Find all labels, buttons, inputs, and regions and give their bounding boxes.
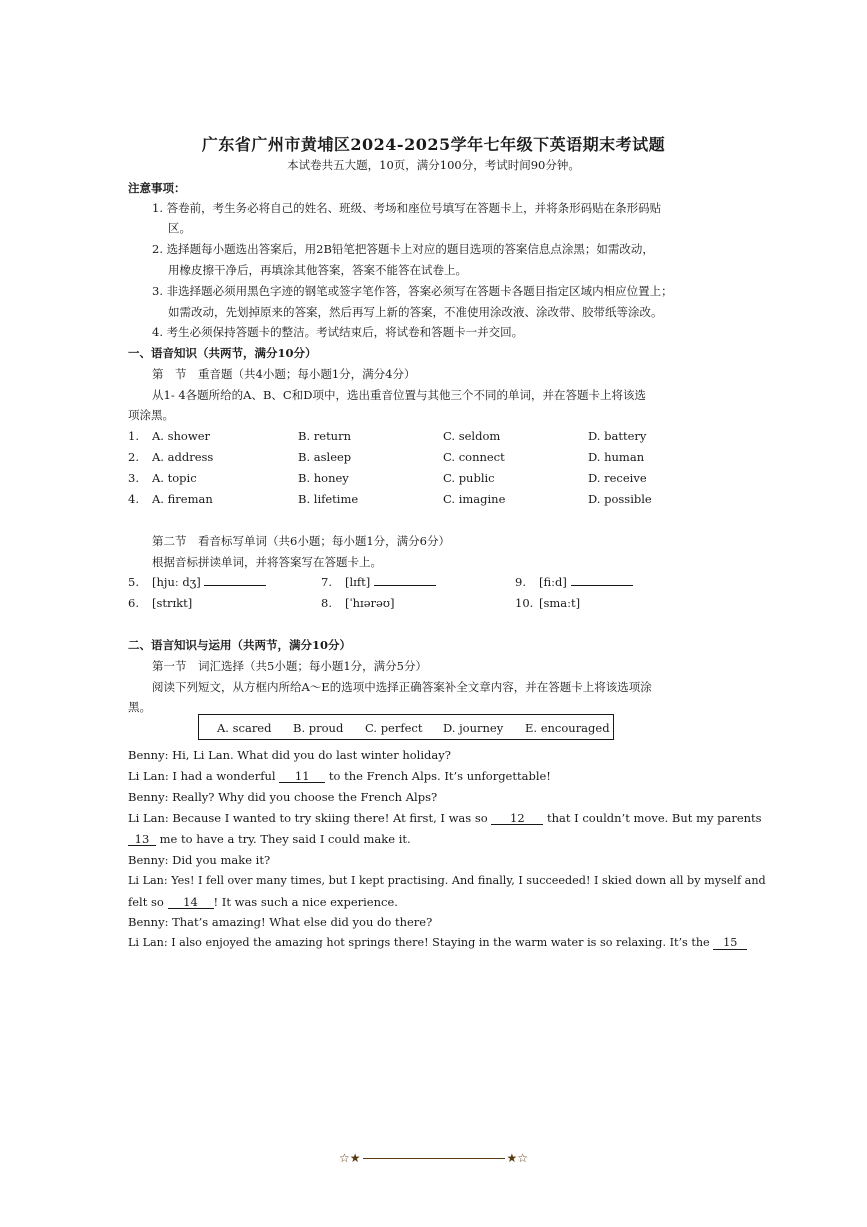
option-c: C. public [443,471,495,485]
answer-blank[interactable] [571,585,633,586]
option-b: B. honey [298,471,349,485]
phonetic-symbol: [fiːd] [539,575,567,589]
dialogue-text: ! It was such a nice experience. [213,895,398,909]
word-option: B. proud [293,721,344,735]
dialogue-line [128,832,411,846]
dialogue-line [128,811,762,825]
star-icon: ★☆ [506,1151,529,1165]
part2-section1-instruction: 黑。 [128,700,151,714]
option-a: A. shower [152,429,210,443]
part1-section2-instruction: 根据音标拼读单词，并将答案写在答题卡上。 [152,555,382,569]
phonetic-row [128,596,728,612]
option-c: C. imagine [443,492,506,506]
question-number: 3. [128,471,139,485]
part1-section1-instruction: 项涂黑。 [128,408,174,422]
option-a: A. fireman [152,492,213,506]
footer-rule [363,1158,505,1159]
phonetic-symbol: [smaːt] [539,596,581,610]
dialogue-text: that I couldn’t move. But my parents [543,811,762,825]
dialogue-text: felt so [128,895,168,909]
phonetic-row [128,575,728,591]
dialogue-line [128,895,398,909]
notice-item: 4. 考生必须保持答题卡的整洁。考试结束后，将试卷和答题卡一并交回。 [152,325,524,339]
dialogue-line [128,769,551,783]
question-number: 10. [515,596,534,610]
phonetic-item [152,575,266,589]
notice-item: 区。 [168,221,191,235]
answer-blank[interactable]: 13 [128,833,156,846]
part2-section1-title: 第一节 词汇选择（共5小题；每小题1分，满分5分） [152,659,427,673]
answer-blank[interactable]: 15 [713,937,747,950]
notice-heading: 注意事项： [128,181,186,195]
option-b: B. lifetime [298,492,359,506]
option-d: D. possible [588,492,652,506]
answer-blank[interactable]: 11 [279,770,325,783]
phonetic-item [345,575,436,589]
phonetic-symbol: [hjuː dʒ] [152,575,201,589]
part2-section1-instruction: 阅读下列短文，从方框内所给A～E的选项中选择正确答案补全文章内容，并在答题卡上将该选项涂 [152,680,652,694]
question-number: 7. [321,575,332,589]
option-b: B. return [298,429,351,443]
word-option: A. scared [217,721,272,735]
question-number: 9. [515,575,526,589]
question-number: 8. [321,596,332,610]
question-row [128,450,728,466]
phonetic-symbol: [ˈhɪərəʊ] [345,596,395,610]
question-number: 2. [128,450,139,464]
option-c: C. connect [443,450,505,464]
answer-blank[interactable] [204,585,266,586]
exam-subtitle: 本试卷共五大题，10页，满分100分，考试时间90分钟。 [287,158,580,172]
phonetic-symbol: [lɪft] [345,575,371,589]
option-a: A. topic [152,471,197,485]
notice-item: 1. 答卷前，考生务必将自己的姓名、班级、考场和座位号填写在答题卡上，并将条形码贴在条形码贴 [152,201,662,215]
part1-heading: 一、语音知识（共两节，满分10分） [128,346,317,360]
exam-title: 广东省广州市黄埔区2024-2025学年七年级下英语期末考试题 [201,135,666,154]
word-options-box [198,714,614,740]
question-number: 5. [128,575,139,589]
word-option: C. perfect [365,721,423,735]
part1-section1-instruction: 从1- 4各题所给的A、B、C和D项中，选出重音位置与其他三个不同的单词，并在答题卡上将该选 [152,388,646,402]
dialogue-line: Li Lan: Yes! I fell over many times, but I kept practising. And finally, I succeeded! I skied down all by myself and [128,874,766,887]
notice-item: 2. 选择题每小题选出答案后，用2B铅笔把答题卡上对应的题目选项的答案信息点涂黑；如需改动， [152,242,654,256]
option-a: A. address [152,450,214,464]
notice-item: 3. 非选择题必须用黑色字迹的钢笔或签字笔作答，答案必须写在答题卡各题目指定区域内相应位置上； [152,284,673,298]
question-number: 6. [128,596,139,610]
option-d: D. battery [588,429,647,443]
part1-section1-title: 第 节 重音题（共4小题；每小题1分，满分4分） [152,367,416,381]
option-d: D. receive [588,471,647,485]
question-number: 1. [128,429,139,443]
dialogue-line: Benny: Hi, Li Lan. What did you do last winter holiday? [128,748,451,762]
dialogue-line: Benny: Really? Why did you choose the French Alps? [128,790,438,804]
notice-item: 用橡皮擦干净后，再填涂其他答案，答案不能答在试卷上。 [168,263,467,277]
dialogue-text: to the French Alps. It’s unforgettable! [325,769,551,783]
answer-blank[interactable]: 14 [168,896,214,909]
answer-blank[interactable]: 12 [491,812,543,825]
part1-section2-title: 第二节 看音标写单词（共6小题；每小题1分，满分6分） [152,534,450,548]
part2-heading: 二、语言知识与运用（共两节，满分10分） [128,638,352,652]
dialogue-line [128,936,747,950]
word-option: D. journey [443,721,504,735]
page-footer-ornament [0,1151,867,1165]
question-row [128,492,728,508]
star-icon: ☆★ [338,1151,361,1165]
notice-item: 如需改动，先划掉原来的答案，然后再写上新的答案，不准使用涂改液、涂改带、胶带纸等涂改。 [168,305,663,319]
option-d: D. human [588,450,645,464]
dialogue-text: Li Lan: Because I wanted to try skiing there! At first, I was so [128,811,492,825]
question-number: 4. [128,492,139,506]
dialogue-text: me to have a try. They said I could make it. [156,832,411,846]
dialogue-line: Benny: That’s amazing! What else did you do there? [128,915,433,929]
dialogue-text: Li Lan: I had a wonderful [128,769,280,783]
word-option: E. encouraged [525,721,610,735]
question-row [128,429,728,445]
phonetic-item [539,575,633,589]
dialogue-text: Li Lan: I also enjoyed the amazing hot springs there! Staying in the warm water is so relaxing. It’s the [128,936,714,949]
question-row [128,471,728,487]
dialogue-line: Benny: Did you make it? [128,853,271,867]
option-c: C. seldom [443,429,501,443]
answer-blank[interactable] [374,585,436,586]
option-b: B. asleep [298,450,352,464]
phonetic-symbol: [strɪkt] [152,596,193,610]
